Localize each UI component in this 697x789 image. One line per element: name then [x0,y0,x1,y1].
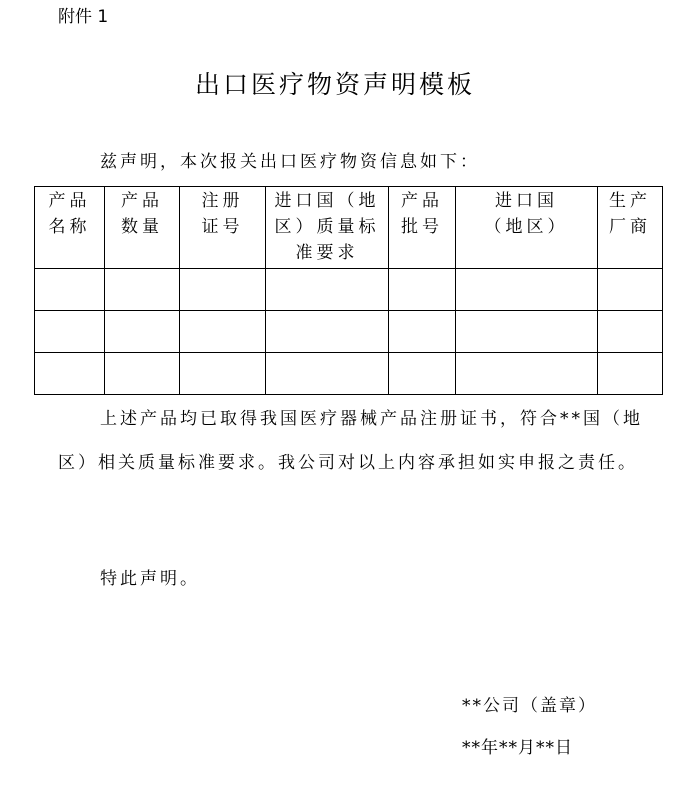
document-title: 出口医疗物资声明模板 [194,70,475,99]
header-batch-number: 产品 批号 [389,187,456,269]
table-cell[interactable] [456,353,598,395]
table-cell[interactable] [389,311,456,353]
table-row [35,269,663,311]
table-cell[interactable] [598,353,663,395]
table-cell[interactable] [180,269,266,311]
header-product-name: 产品 名称 [35,187,105,269]
table-cell[interactable] [389,269,456,311]
table-cell[interactable] [266,353,389,395]
company-signature: **公司（盖章） [462,696,597,716]
table-cell[interactable] [105,269,180,311]
table-cell[interactable] [456,311,598,353]
header-product-quantity: 产品 数量 [105,187,180,269]
table-cell[interactable] [266,269,389,311]
header-quality-standard: 进口国（地 区）质量标 准要求 [266,187,389,269]
table-cell[interactable] [598,269,663,311]
attachment-label: 附件 1 [58,7,109,27]
table-cell[interactable] [35,311,105,353]
header-import-country: 进口国 （地区） [456,187,598,269]
table-cell[interactable] [598,311,663,353]
table-cell[interactable] [35,269,105,311]
table-cell[interactable] [456,269,598,311]
table-cell[interactable] [180,353,266,395]
header-manufacturer: 生产 厂商 [598,187,663,269]
statement-text: 上述产品均已取得我国医疗器械产品注册证书，符合**国（地区）相关质量标准要求。我公司对以上内容承担如实申报之责任。 [58,409,643,473]
header-registration-number: 注册 证号 [180,187,266,269]
table-row [35,353,663,395]
signature-date: **年**月**日 [462,738,573,758]
closing-text: 特此声明。 [100,569,200,589]
table-cell[interactable] [35,353,105,395]
table-cell[interactable] [105,353,180,395]
table-header-row [35,187,663,269]
medical-supplies-table [34,186,663,395]
table-row [35,311,663,353]
statement-paragraph [58,397,658,485]
table-cell[interactable] [389,353,456,395]
table-cell[interactable] [266,311,389,353]
intro-text: 兹声明，本次报关出口医疗物资信息如下： [100,152,480,172]
table-cell[interactable] [180,311,266,353]
table-cell[interactable] [105,311,180,353]
